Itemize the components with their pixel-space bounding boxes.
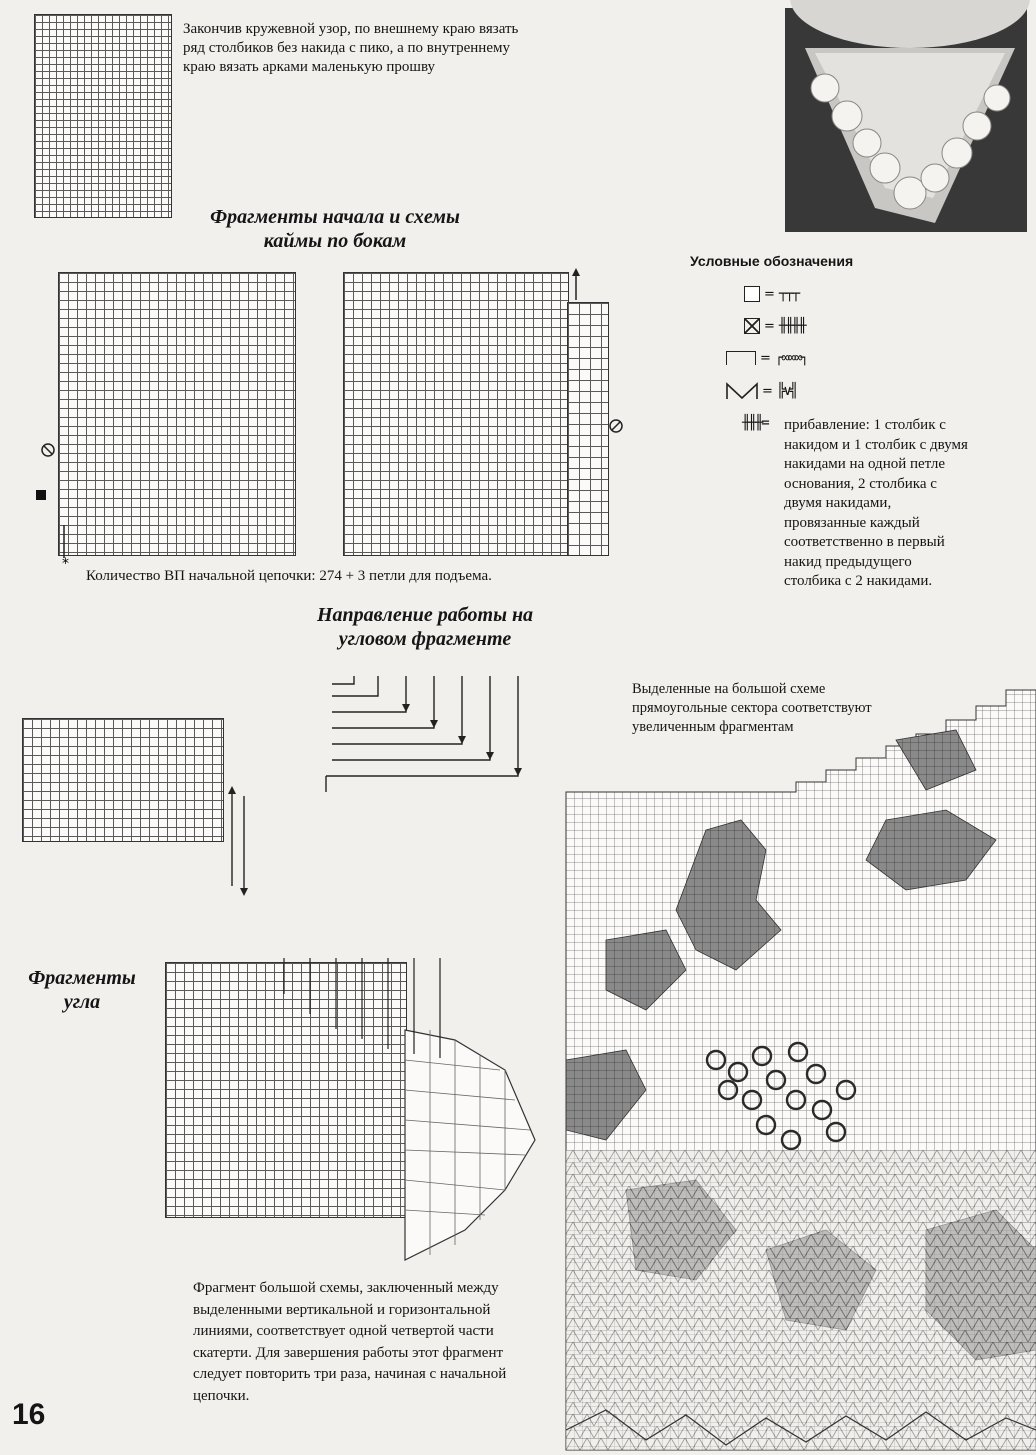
v-symbol-icon — [726, 382, 758, 400]
tablecloth-photo — [785, 8, 1027, 232]
finish-note: Закончив кружевной узор, по внешнему краю вязать ряд столбиков без накида с пико, а по внутреннему краю вязать арками маленькую прошву — [183, 21, 519, 75]
legend-title: Условные обозначения — [690, 253, 854, 269]
arrow-markers — [566, 268, 626, 438]
equals-icon: = — [760, 350, 771, 366]
legend-row-filled — [744, 318, 805, 334]
stitch-symbol-icon: ┬┬┬ — [778, 286, 799, 302]
big-scheme-graphic — [566, 670, 1036, 1450]
corner-arrows — [270, 954, 470, 1064]
legend-row-bar — [726, 350, 807, 366]
vertical-arrows — [226, 786, 256, 896]
equals-icon: = — [762, 383, 773, 399]
corner-title: Фрагменты угла — [28, 967, 136, 1013]
lace-photo-image — [785, 8, 1027, 232]
legend-row-v — [726, 382, 796, 400]
edge-chart-right — [343, 272, 569, 556]
chain-symbol-icon: ┌∞∞∞┐ — [774, 350, 808, 366]
increase-text: прибавление: 1 столбик с накидом и 1 столбик с двумя накидами на одной петле основания, 2 столбика с двумя накидами, провязанные каждый соответственно в первый накид предыдущего столбика с 2 накидами. — [784, 417, 968, 589]
legend — [690, 252, 970, 589]
direction-arrows-diagram — [318, 672, 528, 882]
border-chart-top-left — [34, 14, 172, 218]
start-marker-icon — [36, 490, 46, 500]
fragments-title: Фрагменты начала и схемы каймы по бокам — [210, 206, 460, 252]
edge-chart-left — [58, 272, 296, 556]
filled-square-icon — [744, 318, 760, 334]
highlighted-note: Выделенные на большой схеме прямоугольные сектора соответствуют увеличенным фрагментам — [632, 681, 872, 735]
chain-count: Количество ВП начальной цепочки: 274 + 3 петли для подъема. — [86, 568, 492, 584]
empty-square-icon — [744, 286, 760, 302]
big-scheme — [566, 670, 1036, 1450]
big-scheme-note: Фрагмент большой схемы, заключенный между выделенными вертикальной и горизонтальной линиями, соответствует одной четвертой части скатерти. Для завершения работы этот фрагмент следует повторить три раза, начиная с начальной цепочки. — [193, 1280, 507, 1404]
corner-scallop — [405, 1030, 555, 1260]
stitch-symbol-icon: ╫╫╫╫ — [778, 318, 805, 334]
corner-direction-chart — [22, 718, 224, 842]
equals-icon: = — [764, 286, 775, 302]
legend-row-empty — [744, 286, 798, 302]
equals-icon: = — [764, 318, 775, 334]
edge-markers — [34, 440, 69, 572]
page-number: 16 — [12, 1398, 46, 1431]
svg-text:*: * — [62, 556, 69, 572]
bar-symbol-icon — [726, 351, 756, 365]
direction-title: Направление работы на угловом фрагменте — [316, 604, 534, 650]
v-stitch-symbol-icon: ╠∨╣ — [776, 383, 797, 399]
increase-symbol-icon: ╫╫╫= — [742, 415, 768, 431]
